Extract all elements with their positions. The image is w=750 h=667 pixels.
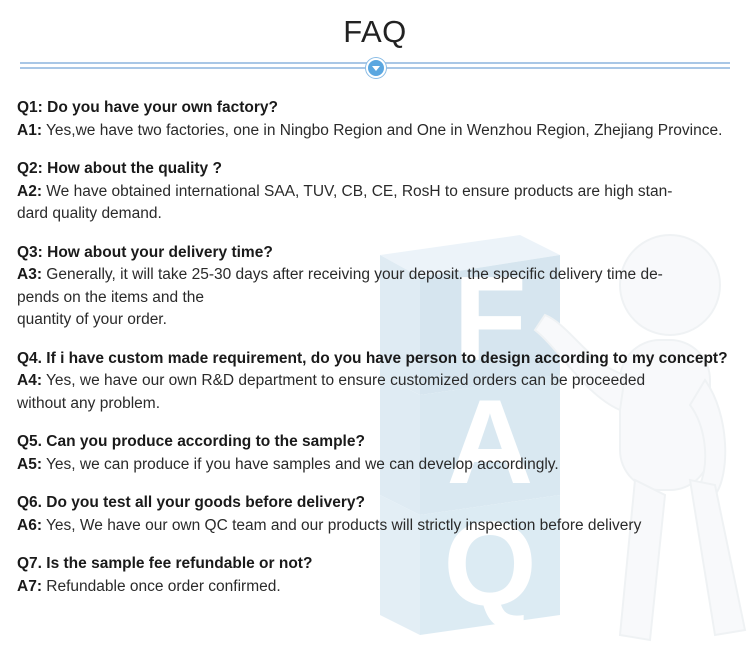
answer-label: A2: — [17, 182, 42, 200]
title-divider — [20, 62, 730, 72]
answer — [17, 454, 747, 477]
faq-item-1 — [17, 97, 747, 142]
question: Q1: Do you have your own factory? — [17, 99, 278, 116]
question: Q6. Do you test all your goods before delivery? — [17, 494, 365, 511]
answer-label: A4: — [17, 372, 42, 389]
page-title: FAQ — [343, 14, 407, 49]
answer-label: A3: — [17, 266, 42, 283]
answer-label: A5: — [17, 455, 42, 473]
answer-label: A1: — [17, 121, 42, 139]
answer-line: pends on the items and the — [17, 288, 204, 306]
answer — [17, 370, 747, 415]
chevron-down-icon — [366, 58, 386, 78]
question: Q5. Can you produce according to the sample? — [17, 433, 365, 450]
answer-line: Yes, we can produce if you have samples and we can develop accordingly. — [46, 455, 559, 473]
question: Q4. If i have custom made requirement, do you have person to design according to my concept? — [17, 349, 728, 367]
answer-line: without any problem. — [17, 394, 161, 412]
answer — [17, 181, 747, 226]
answer-line: quantity of your order. — [17, 311, 167, 328]
answer-line: Yes, we have our own R&D department to ensure customized orders can be proceeded — [46, 372, 646, 389]
faq-item-7 — [17, 553, 747, 598]
faq-item-6 — [17, 492, 747, 537]
faq-item-2 — [17, 158, 747, 226]
answer-line: Yes,we have two factories, one in Ningbo Region and One in Wenzhou Region, Zhejiang Province. — [46, 121, 723, 139]
answer — [17, 264, 747, 332]
answer-line: dard quality demand. — [17, 205, 162, 222]
answer-line: Generally, it will take 25-30 days after receiving your deposit. the specific delivery time de- — [46, 266, 663, 283]
answer — [17, 576, 747, 599]
faq-item-3 — [17, 242, 747, 332]
watermark-letter-f: F — [453, 252, 527, 386]
answer-label: A6: — [17, 516, 42, 534]
question: Q3: How about your delivery time? — [17, 243, 273, 261]
answer-line: Refundable once order confirmed. — [46, 577, 281, 595]
watermark-letter-q: Q — [443, 497, 537, 631]
faq-item-4 — [17, 348, 747, 416]
answer — [17, 515, 747, 538]
faq-list — [17, 97, 747, 614]
watermark-letter-a: A — [446, 375, 534, 509]
answer-line: Yes, We have our own QC team and our products will strictly inspection before delivery — [46, 516, 642, 534]
answer-label: A7: — [17, 577, 42, 595]
answer-line: We have obtained international SAA, TUV, CB, CE, RosH to ensure products are high stan- — [46, 182, 673, 200]
faq-item-5 — [17, 431, 747, 476]
question: Q2: How about the quality ? — [17, 160, 222, 177]
question: Q7. Is the sample fee refundable or not? — [17, 555, 313, 572]
answer — [17, 120, 747, 143]
